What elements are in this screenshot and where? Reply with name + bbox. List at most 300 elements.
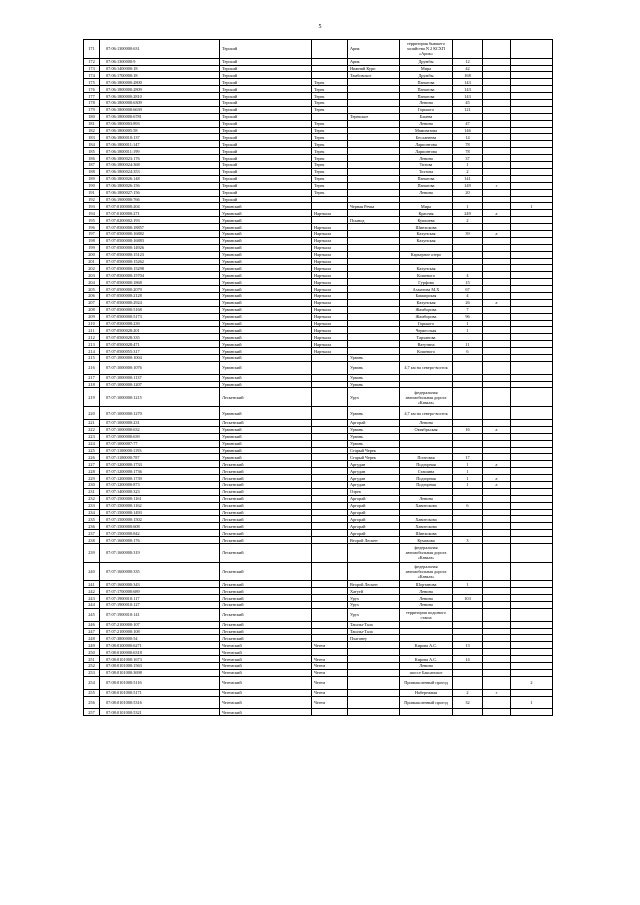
- row-number-cell: 251: [84, 656, 100, 663]
- table-row: [84, 635, 553, 642]
- city-cell: [312, 419, 348, 426]
- cadastral-number-cell: 07:08:0101000:3698: [100, 669, 220, 676]
- table-row: [84, 530, 553, 537]
- city-cell: [312, 481, 348, 488]
- city-cell: Чегем: [312, 663, 348, 670]
- street-cell: Кошевого: [400, 272, 453, 279]
- row-number-cell: 244: [84, 602, 100, 609]
- table-row: [84, 461, 553, 468]
- row-number-cell: 240: [84, 562, 100, 581]
- street-cell: федеральная автомобильная дорога «Кавказ»: [400, 543, 453, 562]
- district-cell: Лескенский: [220, 621, 312, 628]
- table-row: [84, 251, 553, 258]
- section-number-cell: [511, 354, 553, 361]
- house-number-cell: 6: [453, 348, 483, 355]
- house-number-cell: 7: [453, 306, 483, 313]
- cadastral-number-cell: 07:07:1000000:1076: [100, 361, 220, 374]
- house-number-cell: [453, 334, 483, 341]
- city-cell: Терек: [312, 148, 348, 155]
- section-number-cell: [511, 581, 553, 588]
- city-cell: [312, 381, 348, 388]
- building-letter-cell: [483, 148, 511, 155]
- section-number-cell: [511, 481, 553, 488]
- house-number-cell: 4: [453, 272, 483, 279]
- table-row: [84, 93, 553, 100]
- settlement-cell: [348, 642, 400, 649]
- cadastral-number-cell: 07:07:1900010:117: [100, 595, 220, 602]
- house-number-cell: [453, 361, 483, 374]
- street-cell: территория бывшего хозяйства N 2 КСХП «Арик»: [400, 40, 453, 59]
- building-letter-cell: [483, 433, 511, 440]
- section-number-cell: [511, 58, 553, 65]
- house-number-cell: [453, 543, 483, 562]
- building-letter-cell: [483, 141, 511, 148]
- section-number-cell: [511, 523, 553, 530]
- cadastral-number-cell: 07:07:0500000:2924: [100, 299, 220, 306]
- building-letter-cell: [483, 530, 511, 537]
- settlement-cell: [348, 230, 400, 237]
- row-number-cell: 235: [84, 516, 100, 523]
- house-number-cell: 1: [453, 162, 483, 169]
- cadastral-number-cell: 07:07:0500000:2128: [100, 292, 220, 299]
- row-number-cell: 187: [84, 162, 100, 169]
- district-cell: Урванский: [220, 286, 312, 293]
- table-row: [84, 299, 553, 306]
- building-letter-cell: [483, 162, 511, 169]
- settlement-cell: [348, 155, 400, 162]
- building-letter-cell: [483, 113, 511, 120]
- table-row: [84, 175, 553, 182]
- section-number-cell: [511, 299, 553, 306]
- table-row: [84, 562, 553, 581]
- district-cell: Лескенский: [220, 502, 312, 509]
- row-number-cell: 205: [84, 286, 100, 293]
- section-number-cell: [511, 509, 553, 516]
- section-number-cell: [511, 649, 553, 656]
- table-row: [84, 656, 553, 663]
- table-row: [84, 100, 553, 107]
- house-number-cell: 2: [453, 217, 483, 224]
- settlement-cell: Аргудан: [348, 468, 400, 475]
- row-number-cell: 206: [84, 292, 100, 299]
- settlement-cell: Урвань: [348, 407, 400, 420]
- cadastral-number-cell: 07:06:1300000:631: [100, 40, 220, 59]
- house-number-cell: 143: [453, 86, 483, 93]
- city-cell: [312, 516, 348, 523]
- district-cell: Терский: [220, 148, 312, 155]
- table-row: [84, 608, 553, 621]
- settlement-cell: Аргорай: [348, 509, 400, 516]
- district-cell: Урванский: [220, 313, 312, 320]
- district-cell: Урванский: [220, 237, 312, 244]
- street-cell: Бесланеева: [400, 134, 453, 141]
- city-cell: Нарткала: [312, 320, 348, 327]
- section-number-cell: [511, 454, 553, 461]
- house-number-cell: 1: [453, 475, 483, 482]
- settlement-cell: Урвань: [348, 381, 400, 388]
- street-cell: Хавитокова: [400, 516, 453, 523]
- house-number-cell: [453, 588, 483, 595]
- cadastral-number-cell: 07:06:1800024:353: [100, 168, 220, 175]
- city-cell: [312, 502, 348, 509]
- settlement-cell: Аргорай: [348, 502, 400, 509]
- section-number-cell: [511, 113, 553, 120]
- table-row: [84, 468, 553, 475]
- building-letter-cell: [483, 292, 511, 299]
- table-row: [84, 454, 553, 461]
- page-number: 5: [318, 24, 322, 30]
- settlement-cell: Аргудан: [348, 481, 400, 488]
- city-cell: Нарткала: [312, 313, 348, 320]
- city-cell: [312, 602, 348, 609]
- district-cell: Лескенский: [220, 475, 312, 482]
- section-number-cell: [511, 709, 553, 716]
- district-cell: Урванский: [220, 374, 312, 381]
- house-number-cell: 37: [453, 155, 483, 162]
- row-number-cell: 230: [84, 481, 100, 488]
- table-row: [84, 168, 553, 175]
- cadastral-number-cell: 07:07:1500000:842: [100, 530, 220, 537]
- cadastral-number-cell: 07:08:0101000:1563: [100, 663, 220, 670]
- building-letter-cell: [483, 203, 511, 210]
- settlement-cell: Урух: [348, 602, 400, 609]
- table-row: [84, 286, 553, 293]
- district-cell: Чегемский: [220, 676, 312, 689]
- cadastral-number-cell: 07:07:2100000:107: [100, 621, 220, 628]
- table-row: [84, 279, 553, 286]
- row-number-cell: 224: [84, 440, 100, 447]
- district-cell: Лескенский: [220, 481, 312, 488]
- settlement-cell: [348, 175, 400, 182]
- house-number-cell: [453, 354, 483, 361]
- section-number-cell: [511, 251, 553, 258]
- street-cell: [400, 509, 453, 516]
- row-number-cell: 254: [84, 676, 100, 689]
- street-cell: [400, 649, 453, 656]
- cadastral-number-cell: 07:06:1800024:368: [100, 162, 220, 169]
- street-cell: [400, 244, 453, 251]
- district-cell: Урванский: [220, 348, 312, 355]
- city-cell: [312, 628, 348, 635]
- section-number-cell: [511, 669, 553, 676]
- row-number-cell: 225: [84, 447, 100, 454]
- building-letter-cell: [483, 374, 511, 381]
- settlement-cell: [348, 258, 400, 265]
- row-number-cell: 210: [84, 320, 100, 327]
- building-letter-cell: [483, 642, 511, 649]
- cadastral-number-cell: 07:07:1200000:873: [100, 481, 220, 488]
- district-cell: Чегемский: [220, 696, 312, 709]
- building-letter-cell: [483, 447, 511, 454]
- cadastral-number-cell: 07:07:1900010:127: [100, 602, 220, 609]
- city-cell: [312, 354, 348, 361]
- table-row: [84, 106, 553, 113]
- street-cell: Шинхокова: [400, 530, 453, 537]
- street-cell: Горького: [400, 106, 453, 113]
- house-number-cell: 12: [453, 58, 483, 65]
- house-number-cell: [453, 381, 483, 388]
- house-number-cell: [453, 447, 483, 454]
- district-cell: Урванский: [220, 334, 312, 341]
- building-letter-cell: г: [483, 182, 511, 189]
- settlement-cell: [348, 656, 400, 663]
- house-number-cell: [453, 433, 483, 440]
- settlement-cell: [348, 348, 400, 355]
- table-row: [84, 272, 553, 279]
- street-cell: Шортанова: [400, 581, 453, 588]
- settlement-cell: Урвань: [348, 374, 400, 381]
- building-letter-cell: а: [483, 299, 511, 306]
- street-cell: Тарханова: [400, 334, 453, 341]
- cadastral-number-cell: 07:07:1100000:787: [100, 454, 220, 461]
- cadastral-number-cell: 07:08:0100000:6271: [100, 642, 220, 649]
- table-row: [84, 141, 553, 148]
- section-number-cell: [511, 433, 553, 440]
- section-number-cell: 1: [511, 696, 553, 709]
- cadastral-number-cell: 07:06:1800000:2809: [100, 86, 220, 93]
- street-cell: [400, 488, 453, 495]
- section-number-cell: [511, 320, 553, 327]
- house-number-cell: [453, 237, 483, 244]
- building-letter-cell: [483, 265, 511, 272]
- table-row: [84, 334, 553, 341]
- house-number-cell: 15: [453, 279, 483, 286]
- street-cell: Панагова: [400, 182, 453, 189]
- section-number-cell: [511, 388, 553, 407]
- table-row: [84, 495, 553, 502]
- house-number-cell: [453, 709, 483, 716]
- street-cell: Промышленный проезд: [400, 696, 453, 709]
- city-cell: [312, 440, 348, 447]
- section-number-cell: [511, 530, 553, 537]
- cadastral-number-cell: 07:07:0500000:5168: [100, 306, 220, 313]
- city-cell: [312, 426, 348, 433]
- city-cell: Терек: [312, 162, 348, 169]
- settlement-cell: Хатуей: [348, 588, 400, 595]
- house-number-cell: 249: [453, 210, 483, 217]
- cadastral-number-cell: 07:06:1800011:147: [100, 141, 220, 148]
- district-cell: Терский: [220, 168, 312, 175]
- settlement-cell: [348, 286, 400, 293]
- cadastral-number-cell: 07:07:0500008:239: [100, 320, 220, 327]
- building-letter-cell: [483, 196, 511, 203]
- street-cell: Ленина: [400, 155, 453, 162]
- cadastral-number-cell: 07:07:1500000:1502: [100, 516, 220, 523]
- building-letter-cell: [483, 72, 511, 79]
- street-cell: Кахунская: [400, 265, 453, 272]
- table-row: [84, 602, 553, 609]
- table-row: [84, 230, 553, 237]
- house-number-cell: 146: [453, 127, 483, 134]
- street-cell: Дружбы: [400, 72, 453, 79]
- building-letter-cell: [483, 217, 511, 224]
- cadastral-number-cell: 07:06:1900000:766: [100, 196, 220, 203]
- district-cell: Лескенский: [220, 495, 312, 502]
- building-letter-cell: [483, 588, 511, 595]
- building-letter-cell: [483, 523, 511, 530]
- district-cell: Урванский: [220, 258, 312, 265]
- district-cell: Терский: [220, 65, 312, 72]
- house-number-cell: [453, 40, 483, 59]
- row-number-cell: 228: [84, 468, 100, 475]
- settlement-cell: [348, 279, 400, 286]
- district-cell: Урванский: [220, 306, 312, 313]
- building-letter-cell: [483, 168, 511, 175]
- settlement-cell: [348, 663, 400, 670]
- settlement-cell: [348, 334, 400, 341]
- section-number-cell: [511, 237, 553, 244]
- cadastral-number-cell: 07:07:1000000:1207: [100, 381, 220, 388]
- section-number-cell: [511, 602, 553, 609]
- building-letter-cell: а: [483, 210, 511, 217]
- settlement-cell: Урух: [348, 388, 400, 407]
- table-row: [84, 72, 553, 79]
- settlement-cell: [348, 299, 400, 306]
- table-row: [84, 292, 553, 299]
- city-cell: [312, 523, 348, 530]
- settlement-cell: [348, 196, 400, 203]
- city-cell: Чегем: [312, 689, 348, 696]
- section-number-cell: [511, 341, 553, 348]
- house-number-cell: 2: [453, 168, 483, 175]
- building-letter-cell: [483, 79, 511, 86]
- city-cell: [312, 562, 348, 581]
- building-letter-cell: [483, 419, 511, 426]
- building-letter-cell: [483, 127, 511, 134]
- section-number-cell: [511, 495, 553, 502]
- settlement-cell: [348, 306, 400, 313]
- street-cell: Жамборова: [400, 313, 453, 320]
- street-cell: Тохтова: [400, 168, 453, 175]
- district-cell: Чегемский: [220, 669, 312, 676]
- house-number-cell: 3: [453, 537, 483, 544]
- city-cell: Нарткала: [312, 341, 348, 348]
- building-letter-cell: [483, 602, 511, 609]
- table-row: [84, 696, 553, 709]
- street-cell: Ленина: [400, 663, 453, 670]
- district-cell: Урванский: [220, 299, 312, 306]
- cadastral-number-cell: 07:06:1300000:9: [100, 58, 220, 65]
- table-row: [84, 447, 553, 454]
- section-number-cell: [511, 40, 553, 59]
- table-row: [84, 374, 553, 381]
- row-number-cell: 238: [84, 537, 100, 544]
- building-letter-cell: [483, 120, 511, 127]
- district-cell: Урванский: [220, 210, 312, 217]
- building-letter-cell: [483, 327, 511, 334]
- street-cell: Ленина: [400, 495, 453, 502]
- street-cell: Ленина: [400, 602, 453, 609]
- table-row: [84, 134, 553, 141]
- district-cell: Терский: [220, 127, 312, 134]
- street-cell: шоссе Баксанское: [400, 669, 453, 676]
- house-number-cell: 143: [453, 79, 483, 86]
- row-number-cell: 190: [84, 182, 100, 189]
- row-number-cell: 234: [84, 509, 100, 516]
- district-cell: Урванский: [220, 327, 312, 334]
- district-cell: Лескенский: [220, 581, 312, 588]
- street-cell: Хавитокова: [400, 502, 453, 509]
- district-cell: Урванский: [220, 244, 312, 251]
- city-cell: [312, 468, 348, 475]
- city-cell: Нарткала: [312, 230, 348, 237]
- settlement-cell: [348, 313, 400, 320]
- house-number-cell: 1: [453, 468, 483, 475]
- settlement-cell: Урух: [348, 608, 400, 621]
- street-cell: Ахматова М.Х: [400, 286, 453, 293]
- city-cell: [312, 454, 348, 461]
- table-row: [84, 502, 553, 509]
- row-number-cell: 215: [84, 354, 100, 361]
- house-number-cell: 1: [453, 581, 483, 588]
- street-cell: [400, 354, 453, 361]
- settlement-cell: [348, 162, 400, 169]
- district-cell: Урванский: [220, 447, 312, 454]
- building-letter-cell: [483, 656, 511, 663]
- street-cell: Октябрьская: [400, 426, 453, 433]
- settlement-cell: [348, 341, 400, 348]
- section-number-cell: [511, 475, 553, 482]
- building-letter-cell: [483, 516, 511, 523]
- street-cell: [400, 440, 453, 447]
- row-number-cell: 218: [84, 381, 100, 388]
- building-letter-cell: [483, 537, 511, 544]
- district-cell: Лескенский: [220, 562, 312, 581]
- section-number-cell: [511, 120, 553, 127]
- house-number-cell: 78: [453, 148, 483, 155]
- cadastral-number-cell: 07:06:1800027:156: [100, 189, 220, 196]
- house-number-cell: [453, 374, 483, 381]
- row-number-cell: 248: [84, 635, 100, 642]
- street-cell: федеральная автомобильная дорога «Кавказ»: [400, 388, 453, 407]
- district-cell: Лескенский: [220, 468, 312, 475]
- house-number-cell: 1: [453, 203, 483, 210]
- section-number-cell: [511, 628, 553, 635]
- city-cell: [312, 447, 348, 454]
- table-row: [84, 388, 553, 407]
- cadastral-number-cell: 07:07:1000000:231: [100, 419, 220, 426]
- table-row: [84, 676, 553, 689]
- street-cell: Красная: [400, 210, 453, 217]
- cadastral-number-cell: 07:07:1600000:319: [100, 543, 220, 562]
- street-cell: Ленина: [400, 120, 453, 127]
- section-number-cell: [511, 488, 553, 495]
- building-letter-cell: [483, 251, 511, 258]
- street-cell: Ленина: [400, 595, 453, 602]
- settlement-cell: [348, 689, 400, 696]
- settlement-cell: Урвань: [348, 426, 400, 433]
- cadastral-number-cell: 07:06:1800023:176: [100, 155, 220, 162]
- cadastral-number-cell: 07:07:1600000:343: [100, 581, 220, 588]
- cadastral-number-cell: 07:07:1100000:1193: [100, 447, 220, 454]
- district-cell: Чегемский: [220, 649, 312, 656]
- house-number-cell: 143: [453, 93, 483, 100]
- house-number-cell: 17: [453, 454, 483, 461]
- section-number-cell: [511, 621, 553, 628]
- settlement-cell: [348, 709, 400, 716]
- table-row: [84, 354, 553, 361]
- row-number-cell: 241: [84, 581, 100, 588]
- city-cell: Нарткала: [312, 299, 348, 306]
- building-letter-cell: а: [483, 481, 511, 488]
- row-number-cell: 203: [84, 272, 100, 279]
- district-cell: Терский: [220, 182, 312, 189]
- building-letter-cell: [483, 495, 511, 502]
- settlement-cell: [348, 265, 400, 272]
- street-cell: Дружбы: [400, 58, 453, 65]
- district-cell: Терский: [220, 79, 312, 86]
- section-number-cell: [511, 182, 553, 189]
